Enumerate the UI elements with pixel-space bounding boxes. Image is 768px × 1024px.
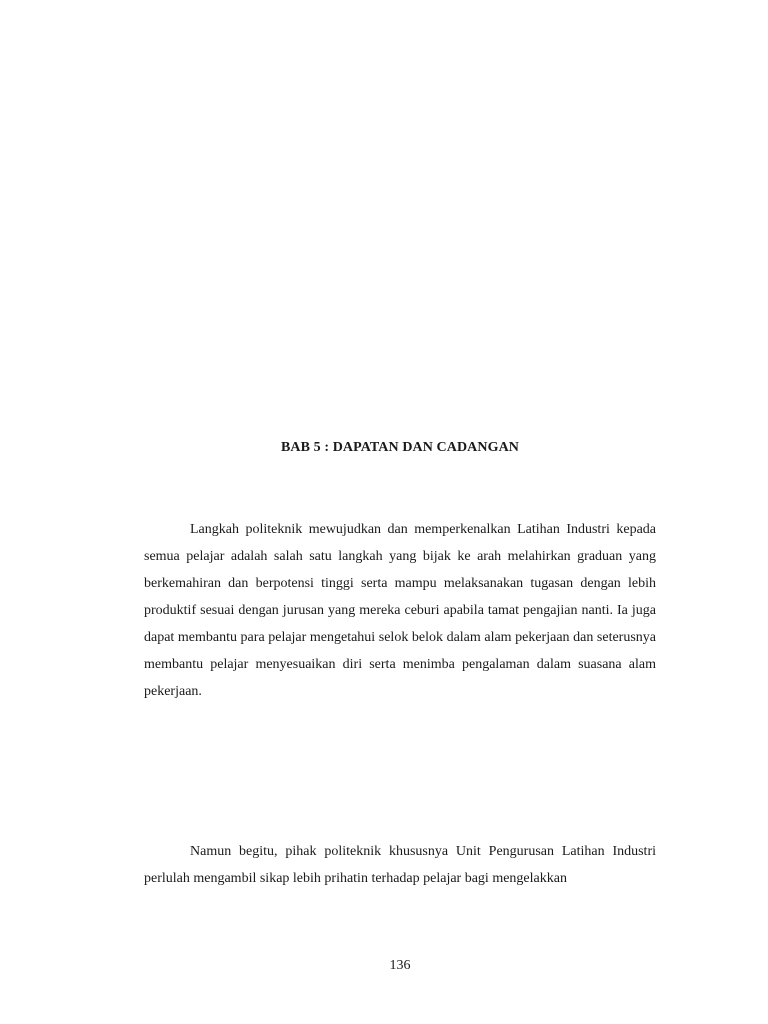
- page-number: 136: [389, 958, 411, 973]
- body-paragraph-2-text: Namun begitu, pihak politeknik khususnya Unit Pengurusan Latihan Industri perlulah mengambil sikap lebih prihatin terhadap pelajar bagi mengelakkan: [144, 844, 656, 886]
- chapter-heading: BAB 5 : DAPATAN DAN CADANGAN: [280, 440, 520, 455]
- body-paragraph-2: [144, 838, 656, 892]
- body-paragraph-1: Langkah politeknik mewujudkan dan memperkenalkan Latihan Industri kepada semua pelajar adalah salah satu langkah yang bijak ke arah melahirkan graduan yang berkemahiran dan berpotensi tinggi serta mampu melaksanakan tugasan dengan lebih produktif sesuai dengan jurusan yang mereka ceburi apabila tamat pengajian nanti. Ia juga dapat membantu para pelajar mengetahui selok belok dalam alam pekerjaan dan seterusnya membantu pelajar menyesuaikan diri serta menimba pengalaman dalam suasana alam pekerjaan.: [144, 522, 656, 699]
